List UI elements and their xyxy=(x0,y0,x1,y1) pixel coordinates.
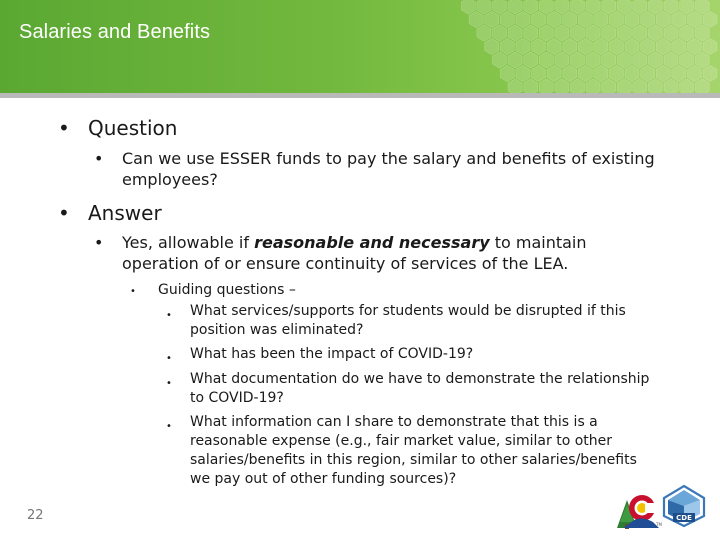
guiding-item xyxy=(166,370,676,408)
cde-logo-icon xyxy=(660,484,708,528)
bullet-guiding xyxy=(130,281,670,301)
bullet-dot-icon: • xyxy=(58,201,70,225)
bullet-dot-icon: • xyxy=(166,310,172,321)
bullet-dot-icon: • xyxy=(94,149,104,168)
slide-title: Salaries and Benefits xyxy=(19,21,211,43)
guiding-item xyxy=(166,302,676,340)
answer-emphasis: reasonable and necessary xyxy=(254,233,490,252)
answer-text xyxy=(122,232,668,274)
guiding-item-text: What documentation do we have to demonstrate the relationship to COVID-19? xyxy=(190,371,650,406)
bullet-dot-icon: • xyxy=(58,116,70,140)
colorado-logo-icon xyxy=(609,484,661,530)
answer-text-post: to maintain operation of or ensure continuity of services of the LEA. xyxy=(122,233,587,273)
guiding-item xyxy=(166,413,676,489)
question-label: Question xyxy=(88,116,178,140)
guiding-item-text: What services/supports for students would be disrupted if this position was eliminated? xyxy=(190,303,626,338)
answer-text-pre: Yes, allowable if xyxy=(122,233,255,252)
bullet-answer-text xyxy=(94,232,668,274)
guiding-item xyxy=(166,345,676,369)
bullet-question-text xyxy=(94,148,668,190)
question-text: Can we use ESSER funds to pay the salary and benefits of existing employees? xyxy=(122,149,655,189)
cde-logo-text: CDE xyxy=(676,514,692,522)
bullet-dot-icon: • xyxy=(166,378,172,389)
bullet-dot-icon: • xyxy=(166,353,172,364)
page-number: 22 xyxy=(27,508,44,523)
bullet-dot-icon: • xyxy=(94,233,104,252)
guiding-item-text: What has been the impact of COVID-19? xyxy=(190,346,474,362)
bullet-answer xyxy=(58,201,658,225)
bullet-dot-icon: • xyxy=(166,421,172,432)
bullet-question xyxy=(58,116,658,140)
guiding-label: Guiding questions – xyxy=(158,282,296,298)
guiding-item-text: What information can I share to demonstrate that this is a reasonable expense (e.g., fair market value, similar to other salaries/benefits in this region, similar to other salaries/benefits we pay out of other funding sources)? xyxy=(190,414,637,487)
svg-text:TM: TM xyxy=(656,522,662,527)
answer-label: Answer xyxy=(88,201,162,225)
bullet-dot-icon: • xyxy=(130,286,136,297)
